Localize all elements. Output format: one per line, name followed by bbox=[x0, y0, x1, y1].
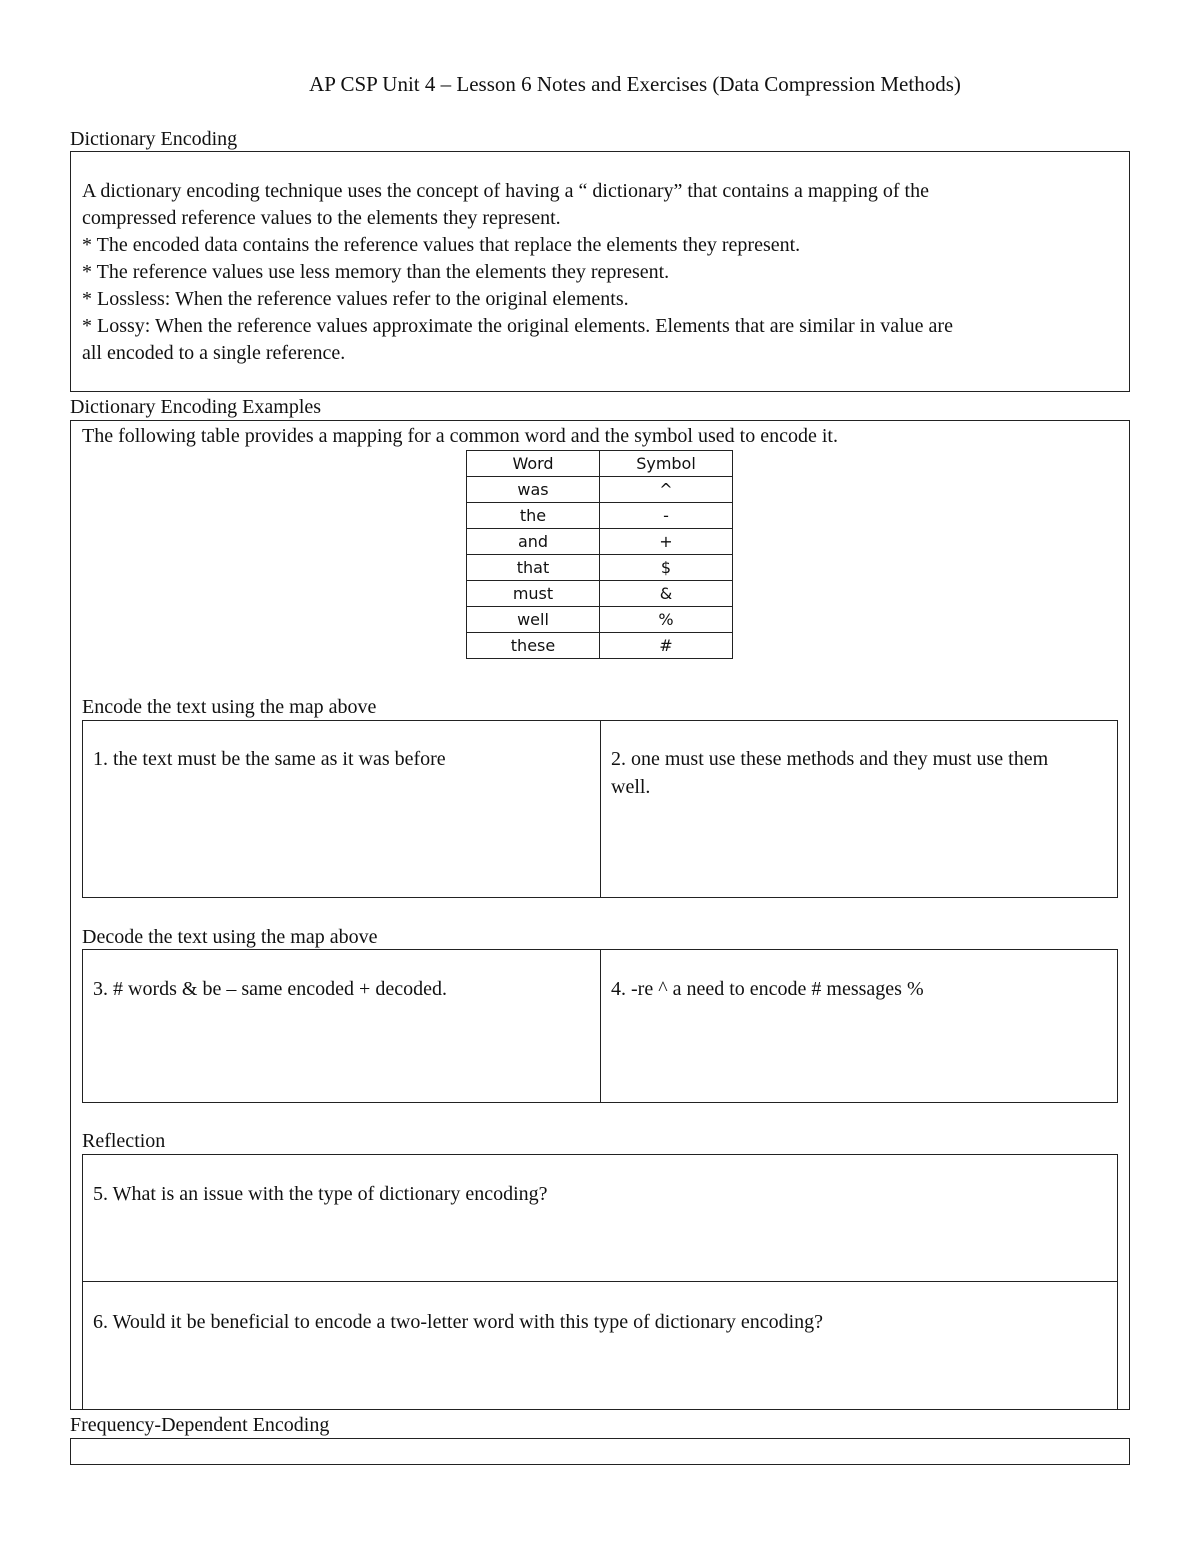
symbol-cell: # bbox=[600, 633, 733, 659]
examples-intro: The following table provides a mapping for a common word and the symbol used to encode it. bbox=[82, 425, 838, 447]
table-row bbox=[467, 503, 733, 529]
word-cell: well bbox=[467, 607, 600, 633]
decode-item-4: 4. -re ^ a need to encode # messages % bbox=[611, 978, 924, 1000]
decode-answer-box-4[interactable] bbox=[600, 949, 1118, 1103]
table-row bbox=[467, 529, 733, 555]
decode-item-3: 3. # words & be – same encoded + decoded. bbox=[93, 978, 447, 1000]
frequency-box bbox=[70, 1438, 1130, 1465]
notes-line: * Lossy: When the reference values approximate the original elements. Elements that are similar in value are bbox=[82, 315, 953, 337]
word-cell: must bbox=[467, 581, 600, 607]
symbol-cell: $ bbox=[600, 555, 733, 581]
symbol-cell: % bbox=[600, 607, 733, 633]
word-cell: these bbox=[467, 633, 600, 659]
encode-heading: Encode the text using the map above bbox=[82, 696, 377, 718]
table-row bbox=[467, 477, 733, 503]
table-row bbox=[467, 555, 733, 581]
word-cell: the bbox=[467, 503, 600, 529]
decode-heading: Decode the text using the map above bbox=[82, 926, 378, 948]
reflection-item-5: 5. What is an issue with the type of dictionary encoding? bbox=[93, 1183, 548, 1205]
word-symbol-table bbox=[466, 450, 733, 659]
table-row bbox=[467, 633, 733, 659]
table-row bbox=[467, 607, 733, 633]
reflection-heading: Reflection bbox=[82, 1130, 166, 1152]
reflection-answer-box-5[interactable] bbox=[82, 1154, 1118, 1282]
symbol-cell: + bbox=[600, 529, 733, 555]
column-header-word: Word bbox=[467, 451, 600, 477]
symbol-cell: ^ bbox=[600, 477, 733, 503]
notes-line: * The encoded data contains the reference values that replace the elements they represent. bbox=[82, 234, 801, 256]
table-row bbox=[467, 581, 733, 607]
notes-line: * The reference values use less memory than the elements they represent. bbox=[82, 261, 670, 283]
notes-line: * Lossless: When the reference values refer to the original elements. bbox=[82, 288, 629, 310]
word-cell: and bbox=[467, 529, 600, 555]
symbol-cell: & bbox=[600, 581, 733, 607]
notes-text bbox=[82, 178, 953, 367]
notes-line: A dictionary encoding technique uses the concept of having a “ dictionary” that contains a mapping of the bbox=[82, 180, 929, 202]
symbol-cell: - bbox=[600, 503, 733, 529]
page-title: AP CSP Unit 4 – Lesson 6 Notes and Exercises (Data Compression Methods) bbox=[309, 72, 961, 96]
reflection-answer-box-6[interactable] bbox=[82, 1281, 1118, 1410]
word-cell: that bbox=[467, 555, 600, 581]
notes-line: all encoded to a single reference. bbox=[82, 342, 346, 364]
word-cell: was bbox=[467, 477, 600, 503]
notes-line: compressed reference values to the elements they represent. bbox=[82, 207, 561, 229]
section-heading-frequency: Frequency-Dependent Encoding bbox=[70, 1414, 330, 1436]
reflection-item-6: 6. Would it be beneficial to encode a two-letter word with this type of dictionary encoding? bbox=[93, 1311, 824, 1333]
encode-item-1: 1. the text must be the same as it was before bbox=[93, 748, 446, 770]
column-header-symbol: Symbol bbox=[600, 451, 733, 477]
section-heading-dictionary-encoding: Dictionary Encoding bbox=[70, 128, 238, 150]
encode-item-2: 2. one must use these methods and they must use them well. bbox=[611, 748, 1049, 798]
table-header-row bbox=[467, 451, 733, 477]
section-heading-examples: Dictionary Encoding Examples bbox=[70, 396, 322, 418]
decode-answer-box-3[interactable] bbox=[82, 949, 601, 1103]
